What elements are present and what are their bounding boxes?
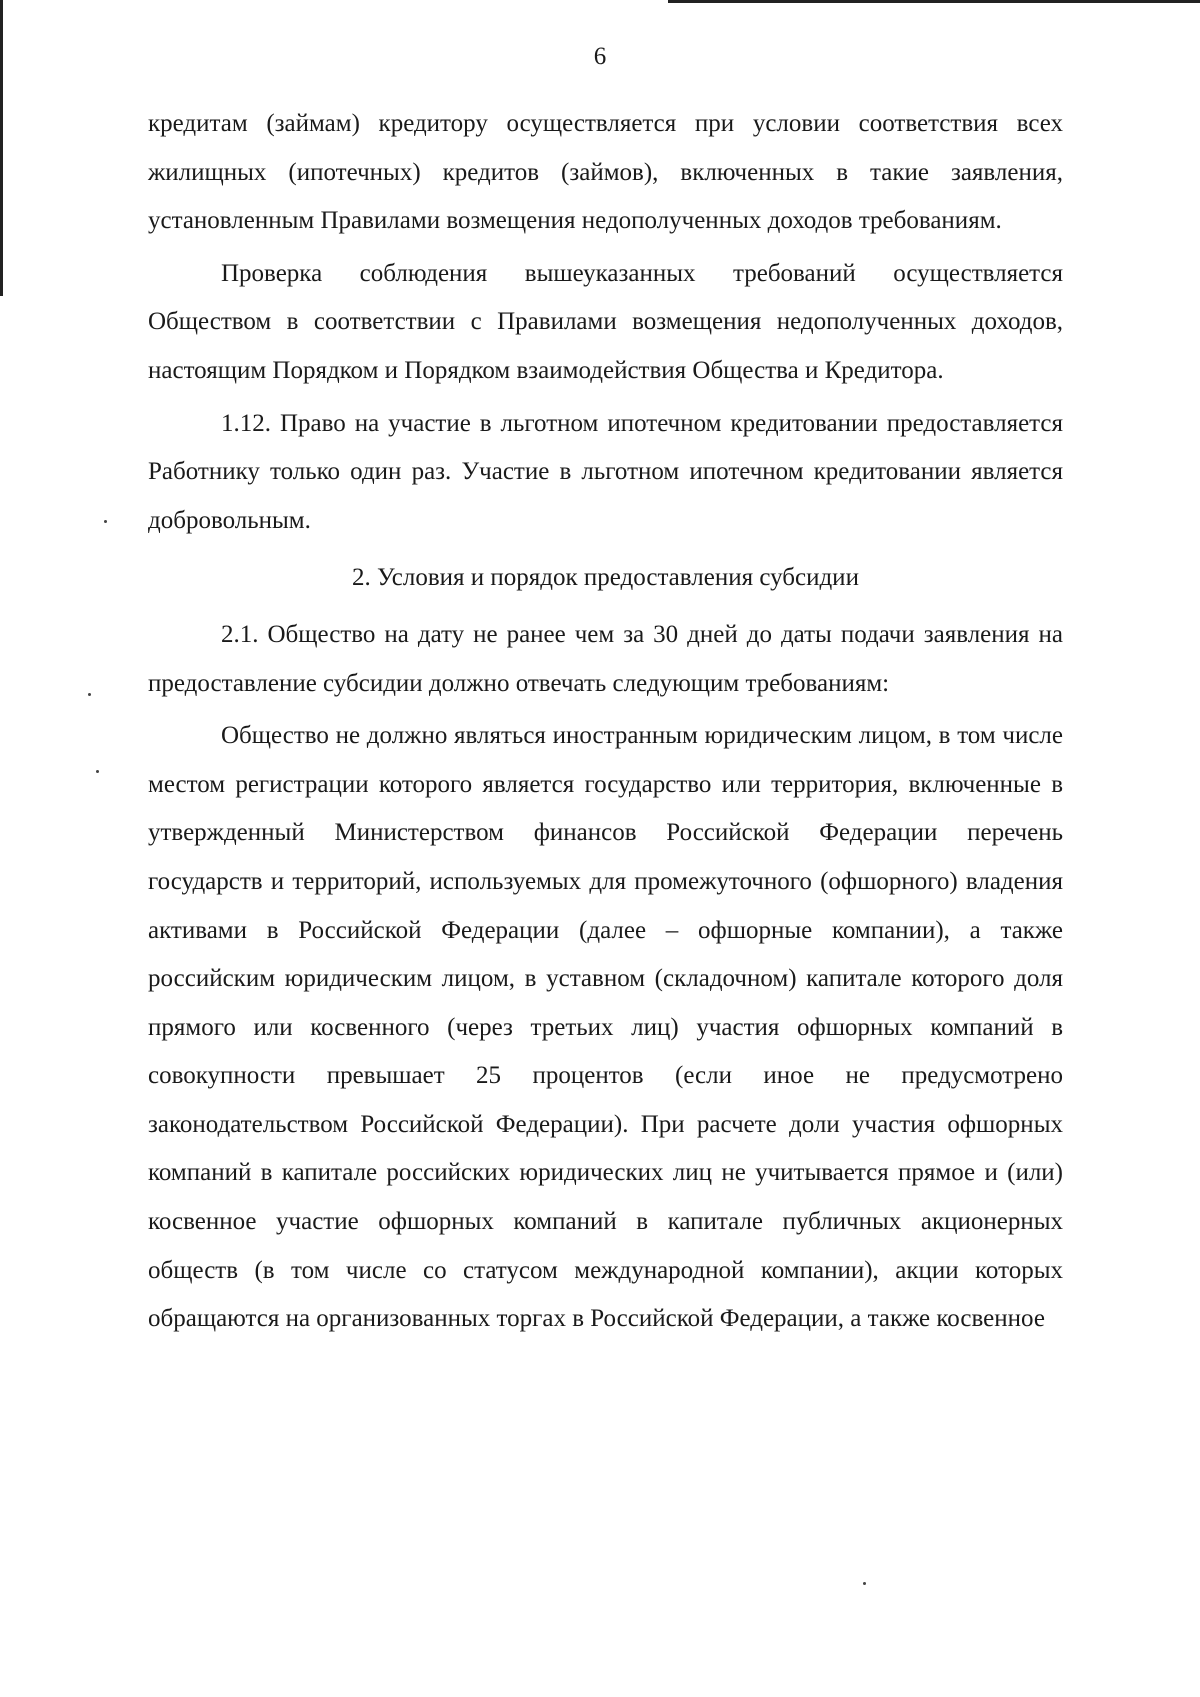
paragraph-offshore-requirement: Общество не должно являться иностранным юридическим лицом, в том числе местом регистрации которого является государство или территория, включенные в утвержденный Министерством финансов Российской Федерации перечень государств и территорий, используемых для промежуточного (офшорного) владения активами в Российской Федерации (далее – офшорные компании), а также российским юридическим лицом, в уставном (складочном) капитале которого доля прямого или косвенного (через третьих лиц) участия офшорных компаний в совокупности превышает 25 процентов (если иное не предусмотрено законодательством Российской Федерации). При расчете доли участия офшорных компаний в капитале российских юридических лиц не учитывается прямое и (или) косвенное участие офшорных компаний в капитале публичных акционерных обществ (в том числе со статусом международной компании), акции которых обращаются на организованных торгах в Российской Федерации, а также косвенное — [148, 722, 1063, 1333]
scan-speck — [88, 693, 91, 696]
paragraph-1-12: 1.12. Право на участие в льготном ипотечном кредитовании предоставляется Работнику только один раз. Участие в льготном ипотечном кредитовании является добровольным. — [148, 409, 1063, 534]
paragraph-verification: Проверка соблюдения вышеуказанных требований осуществляется Обществом в соответствии с Правилами возмещения недополученных доходов, настоящим Порядком и Порядком взаимодействия Общества и Кредитора. — [148, 259, 1063, 384]
scan-speck — [863, 1582, 866, 1585]
scan-speck — [96, 770, 99, 773]
section-heading: 2. Условия и порядок предоставления субсидии — [352, 564, 859, 592]
page-number: 6 — [593, 43, 607, 70]
scan-speck — [104, 520, 107, 523]
paragraph-2-1: 2.1. Общество на дату не ранее чем за 30 дней до даты подачи заявления на предоставление субсидии должно отвечать следующим требованиям: — [148, 620, 1063, 697]
scan-edge-top — [668, 0, 1200, 3]
paragraph-continuation: кредитам (займам) кредитору осуществляется при условии соответствия всех жилищных (ипотечных) кредитов (займов), включенных в такие заявления, установленным Правилами возмещения недополученных доходов требованиям. — [148, 110, 1063, 235]
document-body — [148, 100, 1063, 1344]
